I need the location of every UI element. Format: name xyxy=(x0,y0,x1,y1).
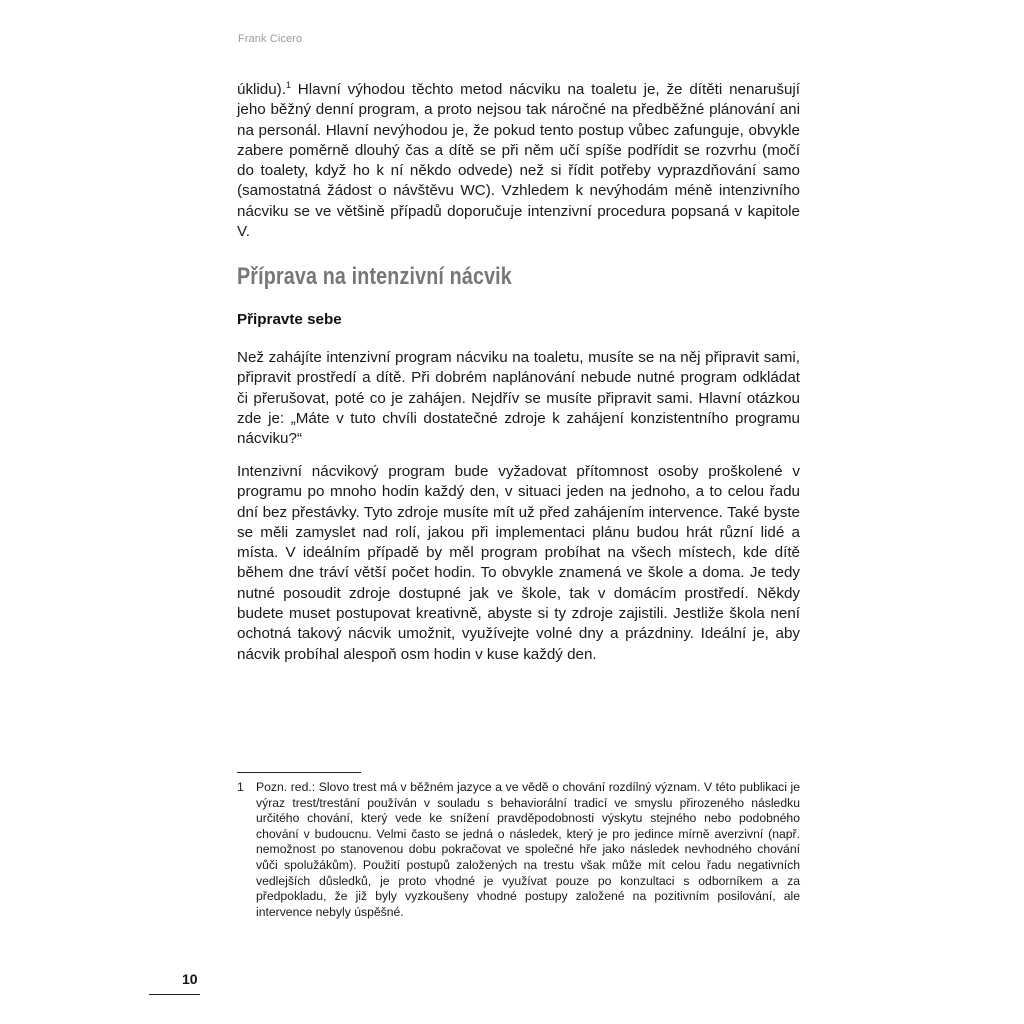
page-number-rule xyxy=(149,994,200,995)
subheading: Připravte sebe xyxy=(237,311,342,328)
footnote-text: Pozn. red.: Slovo trest má v běžném jazyce a ve vědě o chování rozdílný význam. V této publikaci je výraz trest/trestání používán v souladu s behaviorální tradicí ve smyslu přirozeného následku určitého chování, který vede ke snížení pravděpodobnosti výskytu stejného nebo podobného chování v budoucnu. Velmi často se jedná o následek, který je pro jedince mírně averzivní (např. nemožnost po stanovenou dobu pokračovat ve společné hře jako následek nevhodného chování vůči spolužákům). Použití postupů založených na trestu však může mít celou řadu negativních vedlejších důsledků, je proto vhodné je využívat pouze po konzultaci s odborníkem a za předpokladu, že již byly vyzkoušeny vhodné postupy založené na pozitivním posilování, ale intervence nebyly úspěšné. xyxy=(256,780,800,919)
paragraph-program: Intenzivní nácvikový program bude vyžadovat přítomnost osoby proškolené v programu po mnoho hodin každý den, v situaci jeden na jednoho, a to celou řadu dní bez přestávky. Tyto zdroje musíte mít už před zahájením intervence. Také byste se měli zamyslet nad rolí, jakou při implementaci plánu budou hrát různí lidé a místa. V ideálním případě by měl program probíhat na všech místech, kde dítě během dne tráví větší počet hodin. To obvykle znamená ve škole a doma. Je tedy nutné posoudit zdroje dostupné jak ve škole, tak v domácím prostředí. Někdy budete muset postupovat kreativně, abyste si ty zdroje zajistili. Jestliže škola není ochotná takový nácvik umožnit, využívejte volné dny a prázdniny. Ideální je, aby nácvik probíhal alespoň osm hodin v kuse každý den. xyxy=(237,463,800,663)
page-number: 10 xyxy=(182,971,198,987)
section-heading: Příprava na intenzivní nácvik xyxy=(237,263,512,290)
footnote xyxy=(237,780,800,920)
footnote-reference: 1 xyxy=(285,79,291,90)
paragraph-prepare: Než zahájíte intenzivní program nácviku na toaletu, musíte se na něj připravit sami, připravit prostředí a dítě. Při dobrém naplánování nebude nutné program odkládat či přerušovat, poté co je zahájen. Nejdřív se musíte připravit sami. Hlavní otázkou zde je: „Máte v tuto chvíli dostatečné zdroje k zahájení konzistentního programu nácviku?“ xyxy=(237,349,800,448)
running-head: Frank Cicero xyxy=(238,33,303,45)
paragraph-intro-start: úklidu). xyxy=(237,81,286,98)
paragraph-intro-rest: Hlavní výhodou těchto metod nácviku na toaletu je, že dítěti nenarušují jeho běžný denní program, a proto nejsou tak náročné na předběžné plánování ani na personál. Hlavní nevýhodou je, že pokud tento postup vůbec zafunguje, obvykle zabere poměrně dlouhý čas a dítě se při něm učí spíše podřídit se rozvrhu (močí do toalety, když ho k ní někdo odvede) než si řídit potřeby vyprazdňování samo (samostatná žádost o návštěvu WC). Vzhledem k nevýhodám méně intenzivního nácviku se ve většině případů doporučuje intenzivní procedura popsaná v kapitole V. xyxy=(237,81,800,241)
footnote-number: 1 xyxy=(237,780,244,794)
footnote-divider xyxy=(237,772,361,773)
paragraph-intro xyxy=(237,80,800,242)
